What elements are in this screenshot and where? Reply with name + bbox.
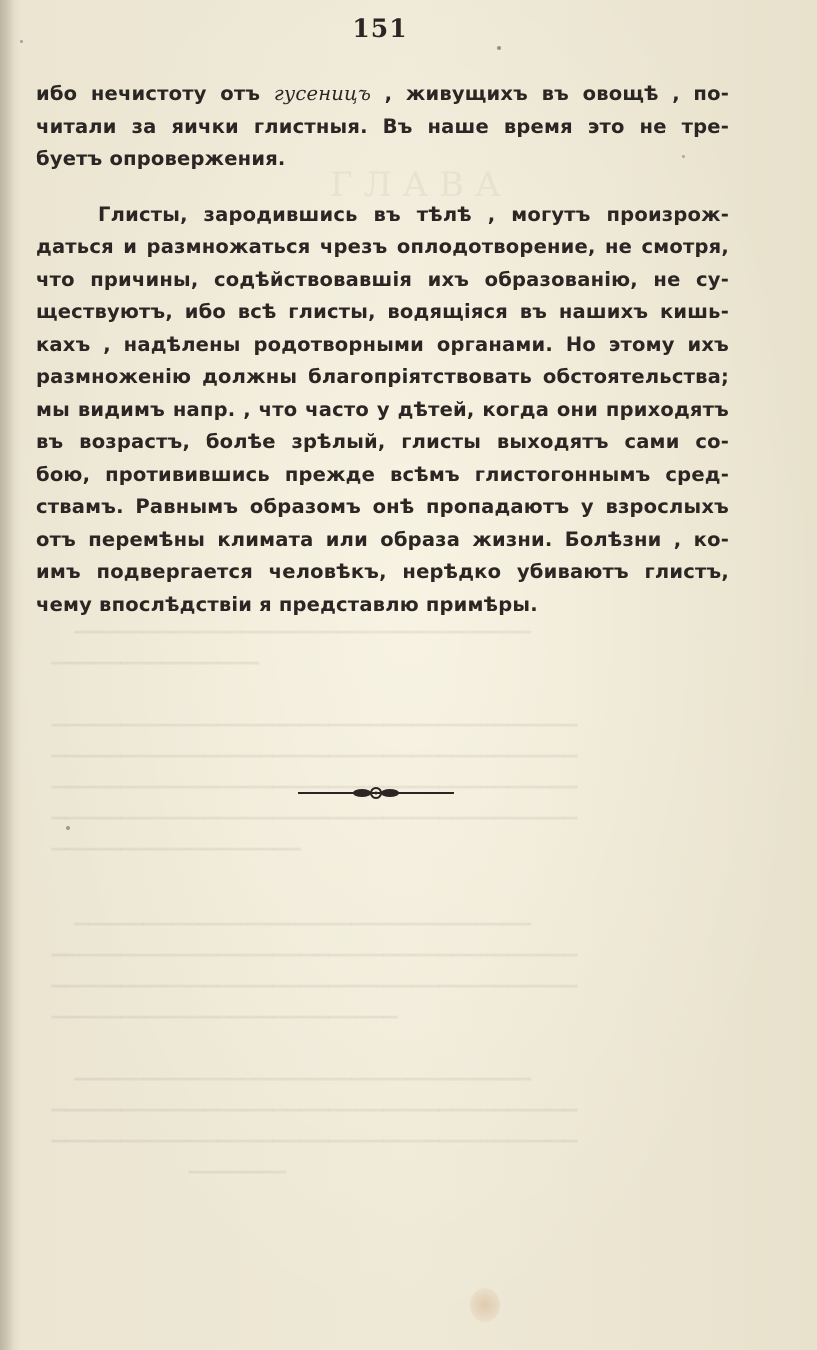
text-line [36,361,729,394]
text-line [36,491,729,524]
text-run: ибо нечистоту отъ [36,82,274,105]
body-text [36,78,729,621]
text-run: отъ перемѣны климата или образа жизни. Болѣзни , ко- [36,527,729,551]
text-run: буетъ опровержения. [36,147,286,170]
text-line [36,199,729,232]
text-line [36,78,729,111]
text-run: въ возрастъ, болѣе зрѣлый, глисты выходятъ сами со- [36,430,729,453]
italic-text-run: гусеницъ [273,82,372,105]
text-line [36,329,729,362]
page-binding-edge [0,0,14,1350]
text-line [36,296,729,329]
text-run: , живущихъ въ овощѣ , по- [371,82,729,105]
text-run: Глисты, зародившись въ тѣлѣ , могутъ произрож- [98,202,729,226]
paragraph-gap [36,176,729,199]
text-run: размноженію должны благопріятствовать обстоятельства; [36,365,729,388]
show-through-text: Г Л А В А [330,165,501,205]
text-run: что причины, содѣйствовавшія ихъ образованію, не су- [36,267,729,291]
text-run: мы видимъ напр. , что часто у дѣтей, когда они приходятъ [36,397,729,421]
text-line [36,394,729,427]
text-line [36,111,729,144]
paper-speck [66,826,70,830]
text-line [36,589,729,622]
paper-speck [497,46,501,50]
show-through-text: ▁▁▁▁▁▁▁▁▁▁▁▁▁▁▁▁▁▁▁▁▁▁▁▁▁▁▁▁▁▁▁▁▁ ▁▁▁▁▁▁▁▁▁▁▁▁▁▁▁ ▁▁▁▁▁▁▁▁▁▁▁▁▁▁▁▁▁▁▁▁▁▁▁▁▁▁▁▁▁▁▁▁▁▁▁▁▁▁ ▁▁▁▁▁▁▁▁▁▁▁▁▁▁▁▁▁▁▁▁▁▁▁▁▁▁▁▁▁▁▁▁▁▁▁▁▁▁ ▁▁▁▁▁▁▁▁▁▁▁▁▁▁▁▁▁▁▁▁▁▁▁▁▁▁▁▁▁▁▁▁▁▁▁▁▁▁ ▁▁▁▁▁▁▁▁▁▁▁▁▁▁▁▁▁▁▁▁▁▁▁▁▁▁▁▁▁▁▁▁▁▁▁▁▁▁ ▁▁▁▁▁▁▁▁▁▁▁▁▁▁▁▁▁▁ [51,613,578,851]
paragraph [36,199,729,622]
tailpiece-ornament [298,784,454,802]
show-through-text: ▁▁▁▁▁▁▁▁▁▁▁▁▁▁▁▁▁▁▁▁▁▁▁▁▁▁▁▁▁▁▁▁▁ ▁▁▁▁▁▁▁▁▁▁▁▁▁▁▁▁▁▁▁▁▁▁▁▁▁▁▁▁▁▁▁▁▁▁▁▁▁▁ ▁▁▁▁▁▁▁▁▁▁▁▁▁▁▁▁▁▁▁▁▁▁▁▁▁▁▁▁▁▁▁▁▁▁▁▁▁▁ ▁▁▁▁▁▁▁▁▁▁▁▁▁▁▁▁▁▁▁▁▁▁▁▁▁ ▁▁▁▁▁▁▁▁▁▁▁▁▁▁▁▁▁▁▁▁▁▁▁▁▁▁▁▁▁▁▁▁▁ ▁▁▁▁▁▁▁▁▁▁▁▁▁▁▁▁▁▁▁▁▁▁▁▁▁▁▁▁▁▁▁▁▁▁▁▁▁▁ ▁▁▁▁▁▁▁▁▁▁▁▁▁▁▁▁▁▁▁▁▁▁▁▁▁▁▁▁▁▁▁▁▁▁▁▁▁▁ ▁▁▁▁▁▁▁ [51,905,578,1174]
text-run: ществуютъ, ибо всѣ глисты, водящіяся въ нашихъ кишь- [36,300,729,323]
text-line [36,556,729,589]
text-run: даться и размножаться чрезъ оплодотворение, не смотря, [36,235,729,258]
text-run: чему впослѣдствіи я представлю примѣры. [36,592,538,616]
text-line [36,143,729,176]
page-number: 151 [352,14,408,43]
text-line [36,264,729,297]
paper-stain [470,1288,500,1322]
text-line [36,459,729,492]
text-run: ствамъ. Равнымъ образомъ онѣ пропадаютъ у взрослыхъ [36,495,729,518]
text-line [36,426,729,459]
paragraph [36,78,729,176]
text-run: имъ подвергается человѣкъ, нерѣдко убиваютъ глистъ, [36,560,729,583]
text-run: бою, противившись прежде всѣмъ глистогоннымъ сред- [36,462,729,486]
text-line [36,524,729,557]
text-run: кахъ , надѣлены родотворными органами. Но этому ихъ [36,332,729,356]
text-run: читали за яички глистныя. Въ наше время это не тре- [36,114,729,138]
text-line [36,231,729,264]
